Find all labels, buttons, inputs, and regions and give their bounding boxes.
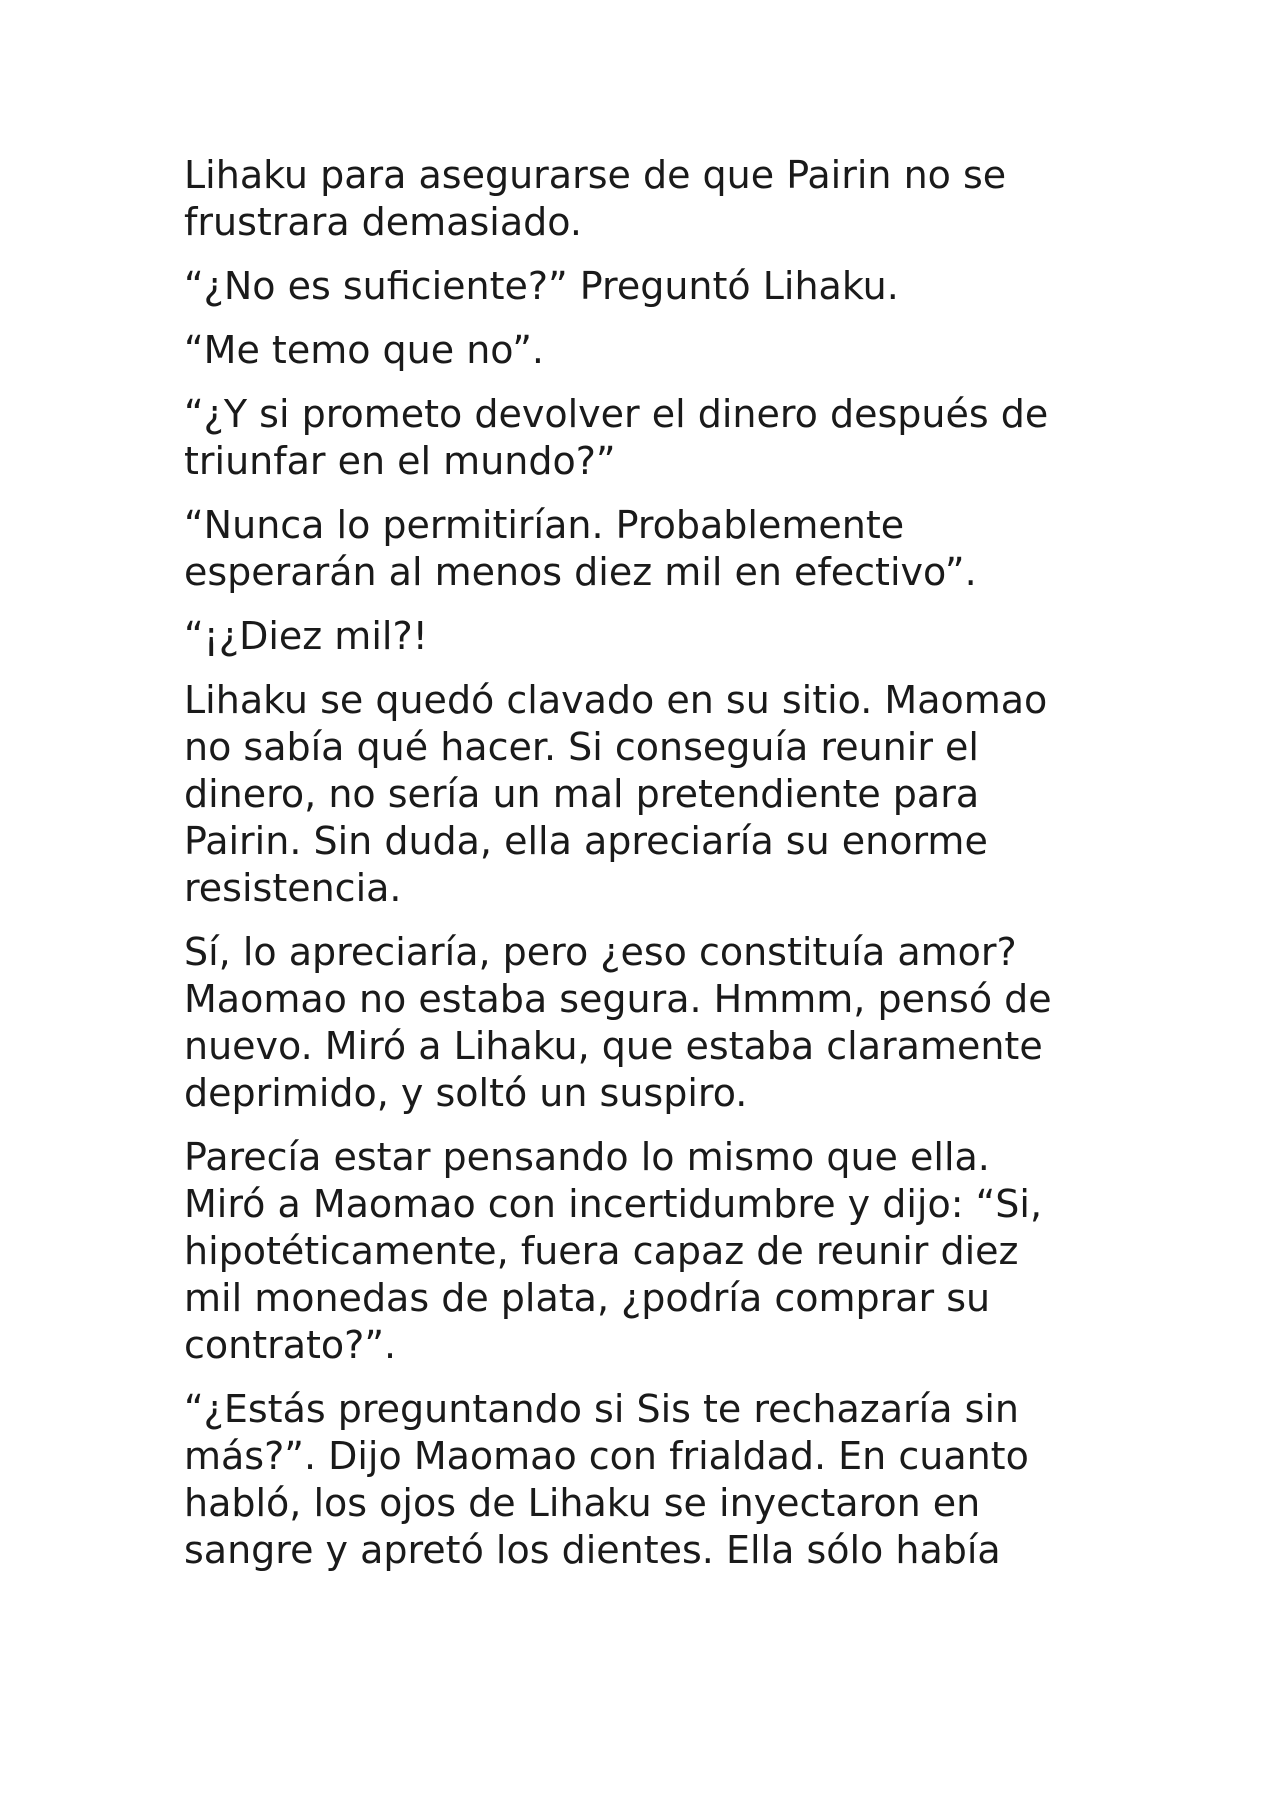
text-line: “¡¿Diez mil?!: [184, 614, 428, 658]
text-line: resistencia.: [184, 866, 402, 910]
text-line: nuevo. Miró a Lihaku, que estaba claramente: [184, 1024, 1043, 1068]
paragraph-2: [184, 263, 1104, 310]
text-line: triunfar en el mundo?”: [184, 439, 616, 483]
text-line: no sabía qué hacer. Si conseguía reunir el: [184, 725, 979, 769]
paragraph-9: [184, 1134, 1104, 1369]
paragraph-1: [184, 152, 1104, 246]
text-line: “Nunca lo permitirían. Probablemente: [184, 503, 905, 547]
text-line: contrato?”.: [184, 1323, 397, 1367]
paragraph-6: [184, 613, 1104, 660]
paragraph-4: [184, 391, 1104, 485]
text-line: dinero, no sería un mal pretendiente para: [184, 772, 980, 816]
text-line: “¿Estás preguntando si Sis te rechazaría sin: [184, 1387, 1020, 1431]
text-line: Maomao no estaba segura. Hmmm, pensó de: [184, 977, 1052, 1021]
paragraph-8: [184, 929, 1104, 1117]
text-line: Sí, lo apreciaría, pero ¿eso constituía amor?: [184, 930, 1017, 974]
text-line: mil monedas de plata, ¿podría comprar su: [184, 1276, 991, 1320]
text-line: frustrara demasiado.: [184, 200, 582, 244]
text-line: más?”. Dijo Maomao con frialdad. En cuanto: [184, 1434, 1029, 1478]
paragraph-5: [184, 502, 1104, 596]
text-line: Parecía estar pensando lo mismo que ella.: [184, 1135, 990, 1179]
text-line: deprimido, y soltó un suspiro.: [184, 1071, 748, 1115]
body-text: [184, 152, 1104, 1591]
text-line: Pairin. Sin duda, ella apreciaría su enorme: [184, 819, 988, 863]
paragraph-3: [184, 327, 1104, 374]
text-line: Lihaku se quedó clavado en su sitio. Maomao: [184, 678, 1048, 722]
text-line: “¿Y si prometo devolver el dinero después de: [184, 392, 1049, 436]
text-line: esperarán al menos diez mil en efectivo”.: [184, 550, 977, 594]
text-line: habló, los ojos de Lihaku se inyectaron en: [184, 1481, 981, 1525]
paragraph-10: [184, 1386, 1104, 1574]
text-line: “¿No es suficiente?” Preguntó Lihaku.: [184, 264, 899, 308]
paragraph-7: [184, 677, 1104, 912]
text-line: sangre y apretó los dientes. Ella sólo había: [184, 1528, 1001, 1572]
text-line: Lihaku para asegurarse de que Pairin no se: [184, 153, 1007, 197]
text-line: hipotéticamente, fuera capaz de reunir diez: [184, 1229, 1019, 1273]
text-line: “Me temo que no”.: [184, 328, 544, 372]
text-line: Miró a Maomao con incertidumbre y dijo: “Si,: [184, 1182, 1043, 1226]
